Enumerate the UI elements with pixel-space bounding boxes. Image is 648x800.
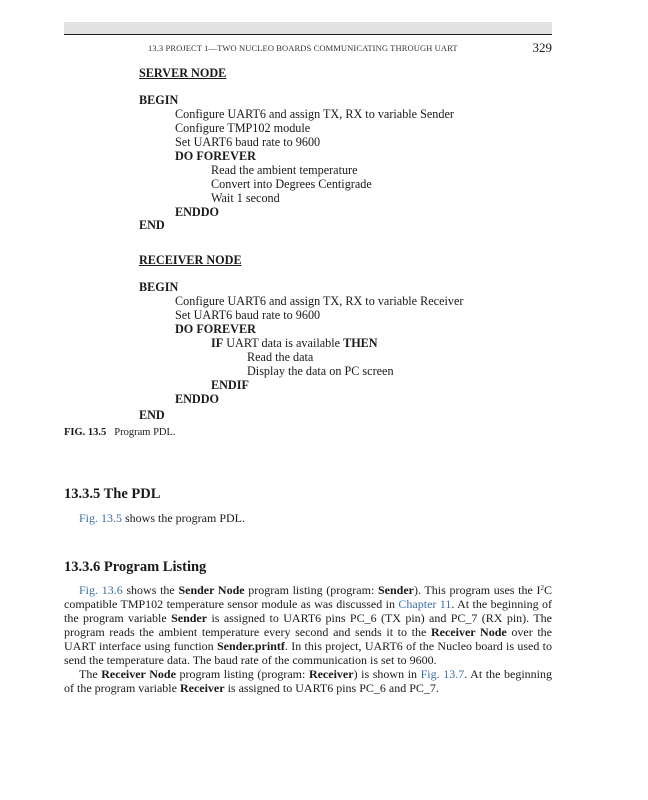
figure-caption-text: Program PDL. [114,427,176,438]
text: . At the beginning of the program variable [64,667,553,695]
server-begin: BEGIN [139,93,179,107]
receiver-node-title: RECEIVER NODE [139,253,242,267]
receiver-line: Set UART6 baud rate to 9600 [175,308,321,322]
server-node-title: SERVER NODE [139,66,227,80]
server-line: Set UART6 baud rate to 9600 [175,135,321,149]
text: . In this project, UART6 of the Nucleo board is used to send the temperature data. The baud rate of the communication is set to 9600. [64,639,553,667]
header-rule [64,34,552,35]
receiver-begin: BEGIN [139,280,179,294]
bold-text: Receiver Node [101,667,176,681]
receiver-end: END [139,408,165,422]
server-line: Configure TMP102 module [175,121,311,135]
text: . At the beginning of the program variable [64,597,552,625]
server-line: Configure UART6 and assign TX, RX to variable Sender [175,107,454,121]
if-condition: UART data is available [226,336,341,350]
text: C compatible TMP102 temperature sensor module as was discussed in [64,583,553,611]
text: is assigned to UART6 pins PC_6 (TX pin) and PC_7 (RX pin). The program reads the ambient temperature every second and sends it to the [64,611,552,639]
program-listing-paragraphs [64,583,552,695]
text: ) is shown in [353,667,421,681]
server-loop-line: Wait 1 second [211,191,280,205]
chapter-11-link[interactable]: Chapter 11 [398,597,452,611]
running-head [64,42,552,58]
bold-text: Receiver [179,681,225,695]
paragraph-text: shows the program PDL. [122,511,246,525]
text: program listing (program: [175,667,309,681]
server-do-forever: DO FOREVER [175,149,256,163]
if-keyword: IF [211,336,224,350]
fig-13-5-link[interactable]: Fig. 13.5 [79,511,123,525]
paragraph-sender [64,583,552,667]
section-pdl-paragraph [64,511,552,525]
text: program listing (program: [244,583,378,597]
server-loop-line: Read the ambient temperature [211,163,358,177]
running-head-title: 13.3 PROJECT 1—TWO NUCLEO BOARDS COMMUNICATING THROUGH UART [148,43,458,53]
bold-text: Sender Node [178,583,245,597]
text: is assigned to UART6 pins PC_6 and PC_7. [224,681,439,695]
receiver-if-body-line: Display the data on PC screen [247,364,394,378]
header-bar [64,22,552,34]
receiver-if-body-line: Read the data [247,350,314,364]
then-keyword: THEN [343,336,378,350]
text: The [79,667,102,681]
receiver-endif: ENDIF [211,378,249,392]
receiver-do-forever: DO FOREVER [175,322,256,336]
fig-13-6-link[interactable]: Fig. 13.6 [79,583,123,597]
bold-text: Receiver [308,667,354,681]
receiver-enddo: ENDDO [175,392,220,406]
receiver-if-line [211,336,378,350]
section-heading-pdl: 13.3.5 The PDL [64,486,161,502]
server-loop-line: Convert into Degrees Centigrade [211,177,372,191]
fig-13-7-link[interactable]: Fig. 13.7 [420,667,465,681]
figure-caption [64,427,176,438]
receiver-line: Configure UART6 and assign TX, RX to variable Receiver [175,294,464,308]
page-number: 329 [532,40,552,55]
figure-label: FIG. 13.5 [64,427,107,438]
section-heading-program-listing: 13.3.6 Program Listing [64,559,207,575]
text: shows the [122,583,179,597]
paragraph-receiver [64,667,552,695]
text: ). This program uses the I [413,583,541,597]
bold-text: Sender [377,583,414,597]
server-end: END [139,218,165,232]
text: over the UART interface using function [64,625,552,653]
bold-text: Sender [171,611,208,625]
bold-text: Sender.printf [216,639,285,653]
superscript: 2 [540,584,544,592]
bold-text: Receiver Node [430,625,507,639]
server-enddo: ENDDO [175,205,220,219]
